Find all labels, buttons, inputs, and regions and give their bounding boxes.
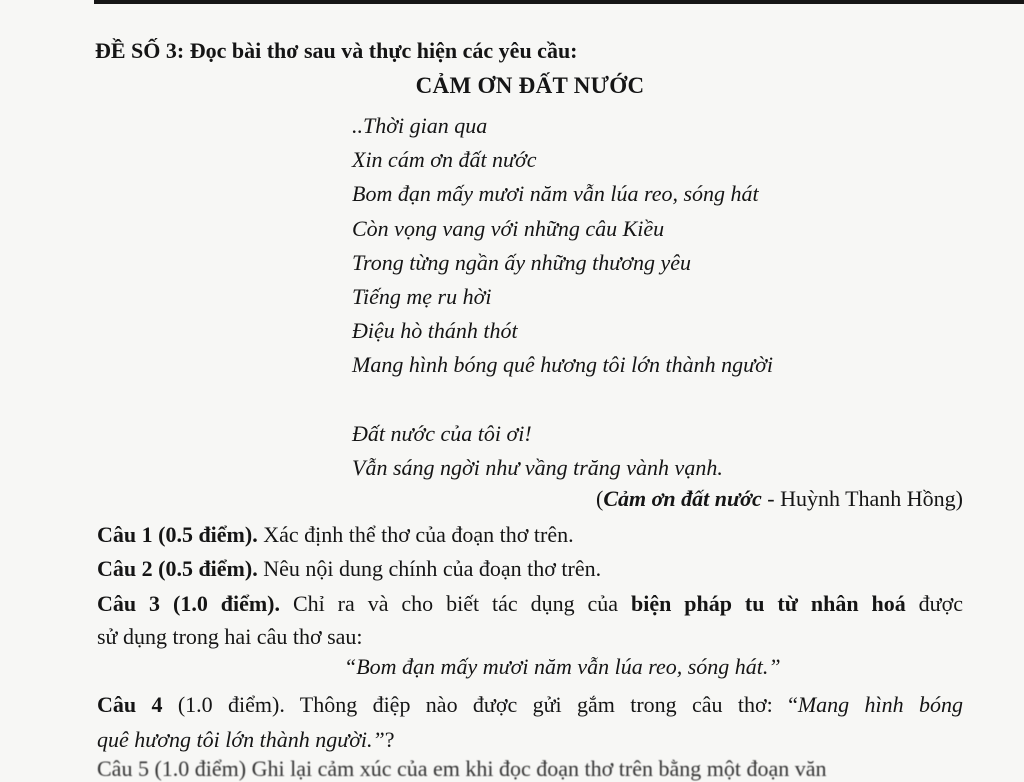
poem-line: Xin cám ơn đất nước [352, 147, 537, 173]
poem-line: Mang hình bóng quê hương tôi lớn thành người [352, 352, 773, 378]
question-4-quote-1: Mang hình bóng [797, 692, 964, 717]
question-4-quote-2: quê hương tôi lớn thành người.” [97, 727, 385, 752]
question-3-emphasis: biện pháp tu từ nhân hoá [630, 591, 906, 616]
question-2 [97, 556, 601, 582]
question-3 [97, 591, 963, 617]
poem-line: Vẫn sáng ngời như vầng trăng vành vạnh. [352, 454, 723, 480]
top-border-line [94, 0, 1024, 4]
question-4-end: ? [384, 727, 395, 752]
poem-line: Bom đạn mấy mươi năm vẫn lúa reo, sóng hát [352, 181, 759, 207]
poem-line: Còn vọng vang với những câu Kiều [352, 215, 665, 241]
poem-line: ..Thời gian qua [352, 113, 488, 138]
poem-line: Điệu hò thánh thót [352, 318, 518, 344]
source-work-title: Cảm ơn đất nước [603, 486, 762, 511]
question-4 [97, 692, 963, 718]
question-3-text-end: được [905, 591, 963, 616]
question-5-partial: Câu 5 (1.0 điểm) Ghi lại cảm xúc của em khi đọc đoạn thơ trên bằng một đoạn văn [97, 756, 827, 781]
question-1-text: Xác định thể thơ của đoạn thơ trên. [257, 522, 574, 547]
question-3-quote: “Bom đạn mấy mươi năm vẫn lúa reo, sóng hát.” [344, 654, 781, 679]
question-2-text: Nêu nội dung chính của đoạn thơ trên. [257, 556, 602, 581]
question-3-line-2: sử dụng trong hai câu thơ sau: [97, 624, 363, 649]
question-3-text: Chỉ ra và cho biết tác dụng của [280, 591, 631, 616]
poem-body [352, 109, 773, 485]
exam-heading: ĐỀ SỐ 3: Đọc bài thơ sau và thực hiện các yêu cầu: [95, 38, 578, 63]
poem-line: Đất nước của tôi ơi! [352, 420, 532, 446]
poem-line: Tiếng mẹ ru hời [352, 283, 492, 309]
question-4-label: Câu 4 [97, 692, 163, 717]
source-author: - Huỳnh Thanh Hồng) [761, 486, 963, 511]
poem-title: CẢM ƠN ĐẤT NƯỚC [415, 73, 645, 98]
question-4-line-2 [97, 727, 395, 753]
source-open-paren: ( [596, 486, 604, 511]
poem-source [596, 486, 963, 512]
stanza-break [352, 383, 773, 417]
question-2-label: Câu 2 (0.5 điểm). [97, 556, 258, 581]
question-1 [97, 522, 574, 548]
question-1-label: Câu 1 (0.5 điểm). [97, 522, 258, 547]
poem-line: Trong từng ngần ấy những thương yêu [352, 249, 692, 275]
question-4-text: (1.0 điểm). Thông điệp nào được gửi gắm trong câu thơ: “ [162, 692, 798, 717]
question-3-label: Câu 3 (1.0 điểm). [97, 591, 281, 616]
